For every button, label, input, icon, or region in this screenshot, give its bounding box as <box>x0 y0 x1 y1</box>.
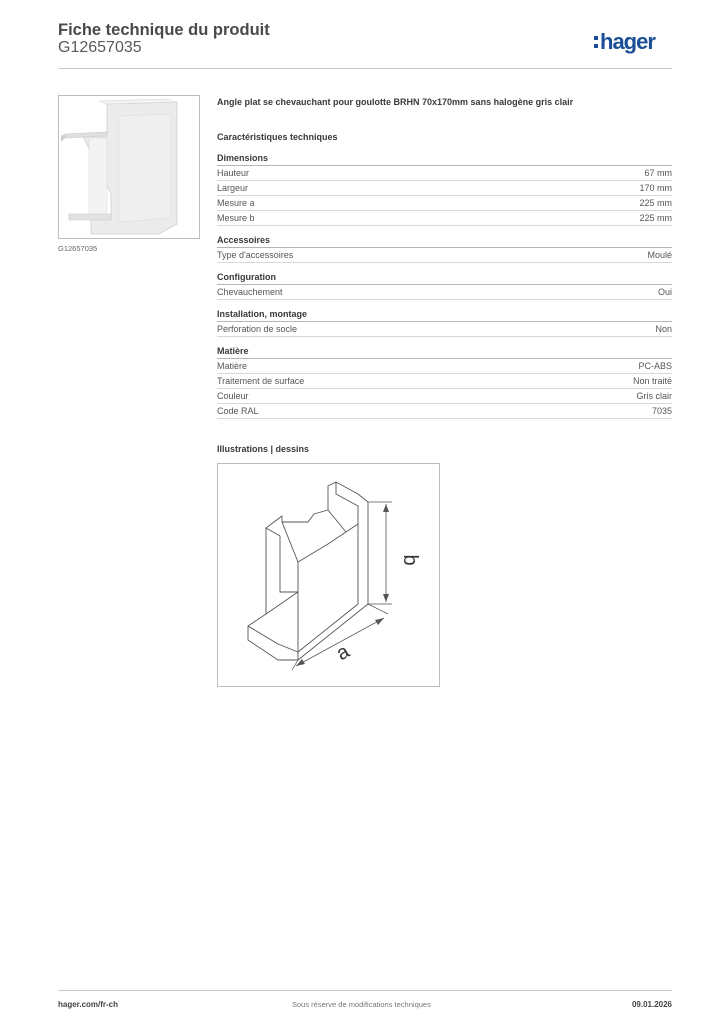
footer-date: 09.01.2026 <box>631 1000 672 1009</box>
spec-value: 170 mm <box>639 183 672 193</box>
spec-label: Hauteur <box>217 168 250 178</box>
drawing-edge <box>282 522 298 562</box>
section-title: Accessoires <box>217 234 672 248</box>
spec-label: Mesure a <box>217 198 255 208</box>
illustrations-title: Illustrations | dessins <box>217 444 310 454</box>
spec-label: Type d'accessoires <box>217 250 294 260</box>
dimension-a-label: a <box>332 640 354 666</box>
product-code: G12657035 <box>58 39 142 56</box>
drawing-edge <box>298 604 358 652</box>
spec-label: Largeur <box>217 183 249 193</box>
drawing-edge <box>328 510 346 532</box>
spec-row-perforation <box>217 322 672 337</box>
section-title: Installation, montage <box>217 308 672 322</box>
product-description: Angle plat se chevauchant pour goulotte BRHN 70x170mm sans halogène gris clair <box>217 97 574 107</box>
spec-row-traitement <box>217 374 672 389</box>
spec-value: 7035 <box>651 406 672 416</box>
spec-row-hauteur <box>217 166 672 181</box>
spec-label: Mesure b <box>217 213 255 223</box>
spec-value: 225 mm <box>639 198 672 208</box>
spec-label: Couleur <box>217 391 249 401</box>
drawing-edge <box>266 528 298 592</box>
section-accessoires <box>217 234 672 263</box>
spec-label: Traitement de surface <box>217 376 305 386</box>
spec-label: Code RAL <box>217 406 259 416</box>
section-title: Dimensions <box>217 152 672 166</box>
hager-logo <box>592 26 672 58</box>
spec-label: Perforation de socle <box>217 324 298 334</box>
spec-value: Gris clair <box>636 391 672 401</box>
logo-dot-bottom <box>594 44 598 48</box>
spec-row-chevauchement <box>217 285 672 300</box>
section-installation <box>217 308 672 337</box>
drawing-outline <box>248 482 368 660</box>
spec-row-largeur <box>217 181 672 196</box>
product-content <box>217 95 672 419</box>
spec-label: Matière <box>217 361 248 371</box>
spec-value: 67 mm <box>644 168 672 178</box>
spec-value: Moulé <box>647 250 672 260</box>
page-header <box>58 20 672 69</box>
spec-row-type-accessoires <box>217 248 672 263</box>
section-title: Matière <box>217 345 672 359</box>
technical-drawing <box>217 463 440 687</box>
spec-value: Oui <box>657 287 672 297</box>
logo-dot-top <box>594 36 598 40</box>
spec-label: Chevauchement <box>217 287 283 297</box>
dimension-b-arrow-top <box>383 504 389 512</box>
spec-row-mesure-b <box>217 211 672 226</box>
spec-value: 225 mm <box>639 213 672 223</box>
specs-heading: Caractéristiques techniques <box>217 132 338 142</box>
drawing-edge <box>248 626 298 652</box>
spec-value: Non traité <box>632 376 672 386</box>
footer-notice: Sous réserve de modifications techniques <box>292 1000 431 1009</box>
dimension-b-arrow-bottom <box>383 594 389 602</box>
photo-caption: G12657035 <box>58 244 98 253</box>
section-dimensions <box>217 152 672 226</box>
spec-row-code-ral <box>217 404 672 419</box>
section-configuration <box>217 271 672 300</box>
dimension-a-extension-right <box>368 604 388 614</box>
logo-text: hager <box>600 29 655 54</box>
spec-row-couleur <box>217 389 672 404</box>
section-title: Configuration <box>217 271 672 285</box>
footer-website-link[interactable]: hager.com/fr-ch <box>58 1000 119 1009</box>
dimension-b-label: b <box>399 554 421 566</box>
page-footer <box>58 990 672 1013</box>
dimension-a-arrow-right <box>375 618 384 625</box>
page-title: Fiche technique du produit <box>58 21 270 39</box>
section-matiere <box>217 345 672 419</box>
spec-value: PC-ABS <box>638 361 672 371</box>
spec-row-matiere <box>217 359 672 374</box>
spec-value: Non <box>655 324 672 334</box>
product-photo <box>58 95 200 239</box>
spec-row-mesure-a <box>217 196 672 211</box>
